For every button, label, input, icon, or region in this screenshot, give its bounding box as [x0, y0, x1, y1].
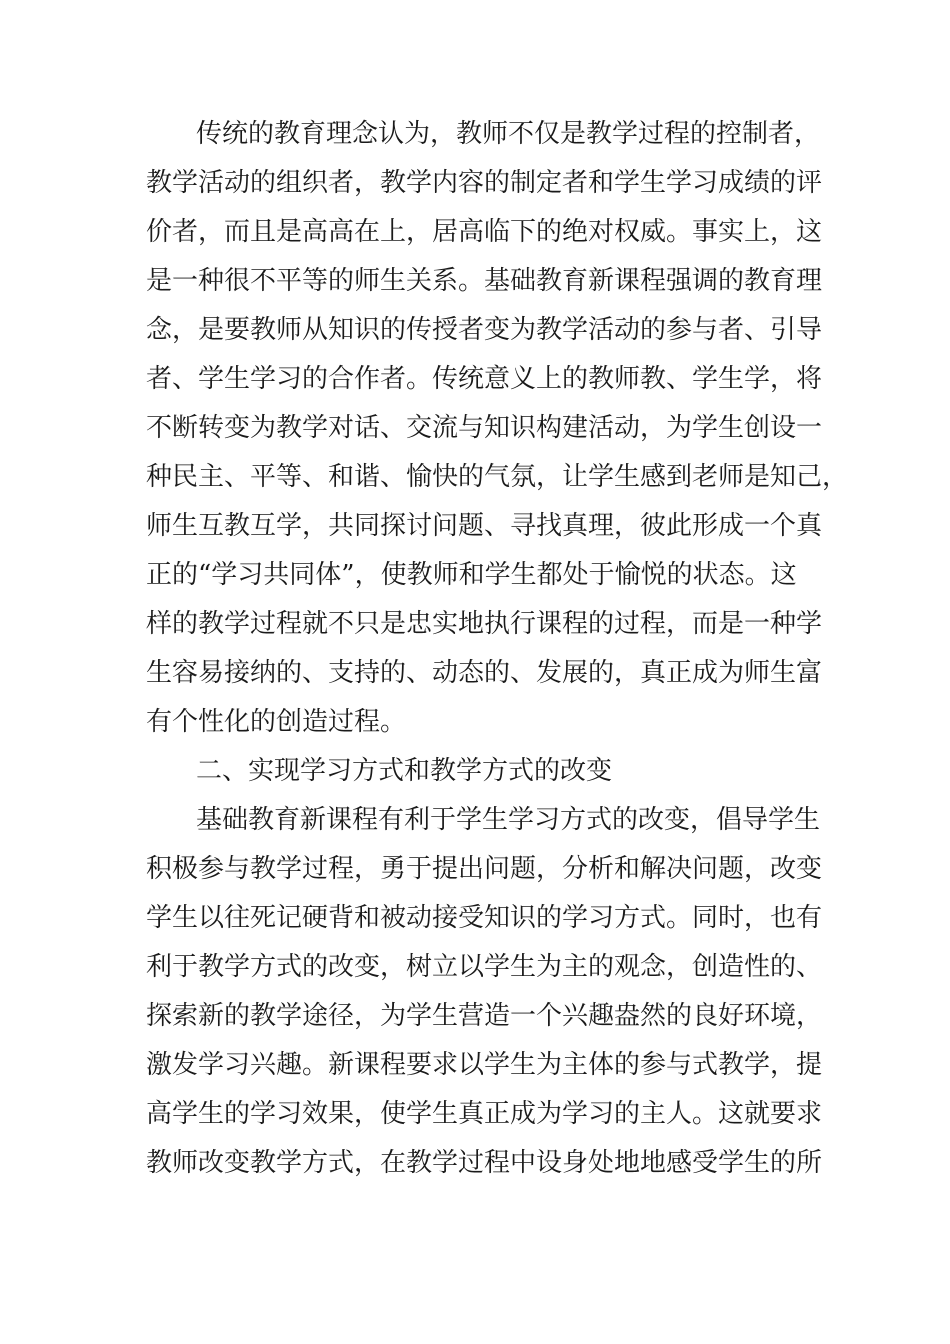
paragraph-line: 是一种很不平等的师生关系。基础教育新课程强调的教育理 — [146, 266, 823, 296]
paragraph-line: 生容易接纳的、支持的、动态的、发展的，真正成为师生富 — [146, 658, 823, 688]
paragraph-1 — [146, 110, 849, 747]
paragraph-line: 不断转变为教学对话、交流与知识构建活动，为学生创设一 — [146, 413, 823, 443]
paragraph-line: 师生互教互学，共同探讨问题、寻找真理，彼此形成一个真 — [146, 511, 823, 541]
paragraph-line: 教师改变教学方式，在教学过程中设身处地地感受学生的所 — [146, 1148, 823, 1178]
paragraph-line: 传统的教育理念认为，教师不仅是教学过程的控制者， — [196, 119, 821, 149]
paragraph-line: 有个性化的创造过程。 — [146, 707, 407, 737]
paragraph-line: 激发学习兴趣。新课程要求以学生为主体的参与式教学，提 — [146, 1050, 823, 1080]
paragraph-line: 种民主、平等、和谐、愉快的气氛，让学生感到老师是知己， — [146, 462, 849, 492]
document-body — [146, 110, 849, 1188]
paragraph-line: 价者，而且是高高在上，居高临下的绝对权威。事实上，这 — [146, 217, 823, 247]
paragraph-line: 基础教育新课程有利于学生学习方式的改变，倡导学生 — [196, 805, 821, 835]
paragraph-line: 样的教学过程就不只是忠实地执行课程的过程，而是一种学 — [146, 609, 823, 639]
paragraph-line: 探索新的教学途径，为学生营造一个兴趣盎然的良好环境， — [146, 1001, 823, 1031]
paragraph-line: 教学活动的组织者，教学内容的制定者和学生学习成绩的评 — [146, 168, 823, 198]
paragraph-line: 积极参与教学过程，勇于提出问题，分析和解决问题，改变 — [146, 854, 823, 884]
paragraph-line: 正的“学习共同体”，使教师和学生都处于愉悦的状态。这 — [146, 560, 797, 590]
section-heading: 二、实现学习方式和教学方式的改变 — [196, 756, 613, 786]
paragraph-line: 学生以往死记硬背和被动接受知识的学习方式。同时，也有 — [146, 903, 823, 933]
paragraph-line: 高学生的学习效果，使学生真正成为学习的主人。这就要求 — [146, 1099, 823, 1129]
paragraph-line: 念，是要教师从知识的传授者变为教学活动的参与者、引导 — [146, 315, 823, 345]
paragraph-line: 利于教学方式的改变，树立以学生为主的观念，创造性的、 — [146, 952, 823, 982]
paragraph-2 — [146, 796, 826, 1188]
paragraph-line: 者、学生学习的合作者。传统意义上的教师教、学生学，将 — [146, 364, 823, 394]
